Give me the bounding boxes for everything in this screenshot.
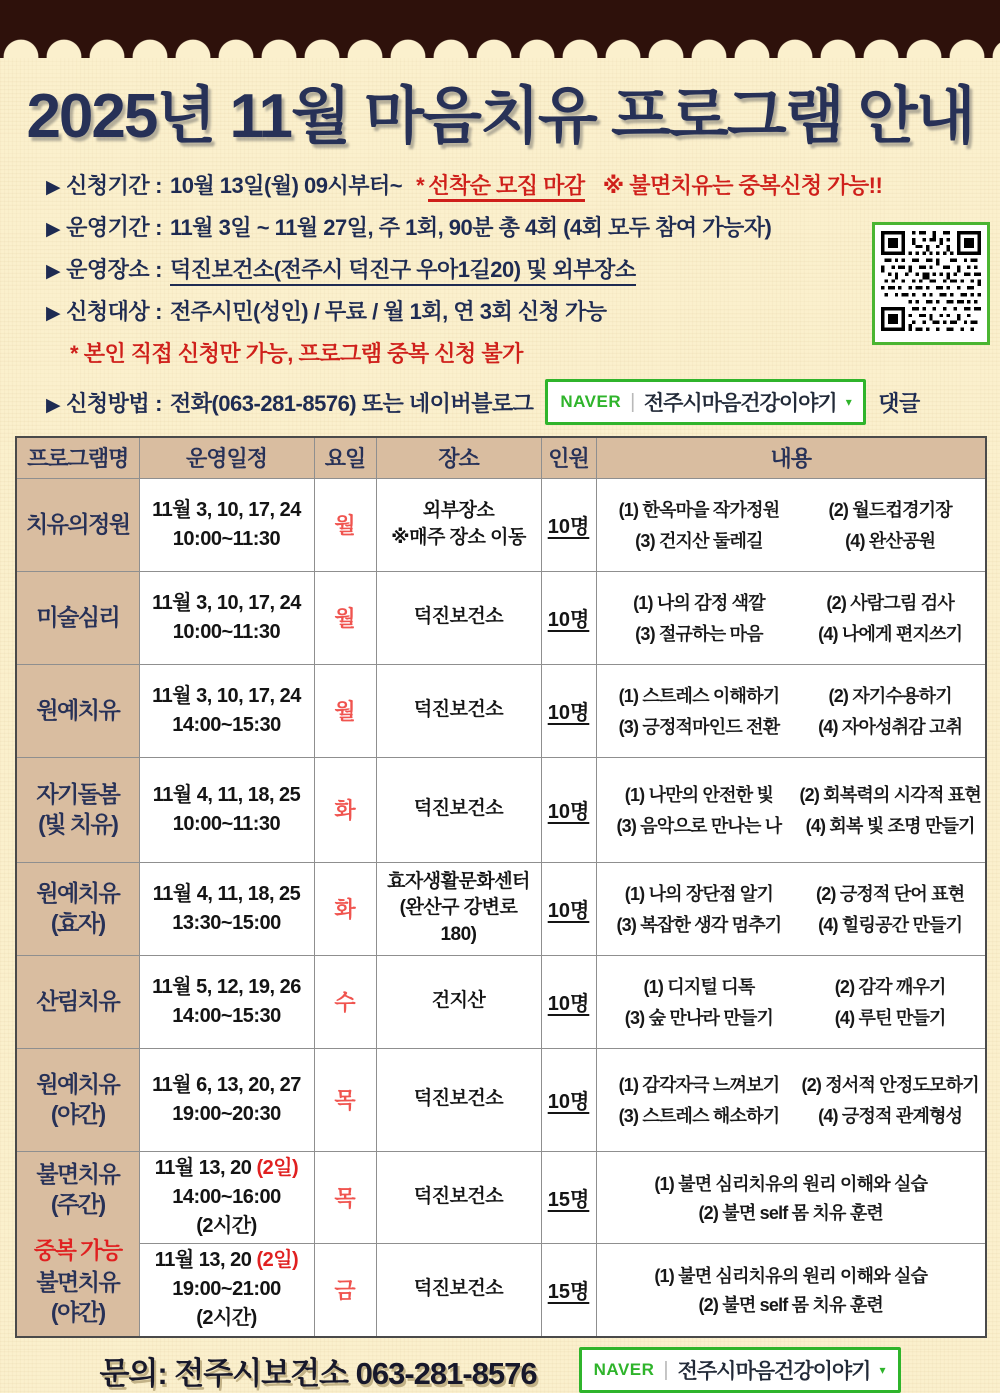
chevron-down-icon: ▾ bbox=[845, 395, 852, 409]
weekday: 화 bbox=[314, 757, 376, 862]
qr-code-image bbox=[881, 231, 981, 331]
blog-name: 전주시마음건강이야기 bbox=[643, 392, 837, 415]
program-name: 자기돌봄 (빛 치유) bbox=[16, 757, 139, 862]
program-name: 치유의정원 bbox=[16, 478, 139, 571]
triangle-bullet-icon: ▶ bbox=[46, 177, 61, 198]
place: 덕진보건소 bbox=[376, 1151, 541, 1243]
weekday: 월 bbox=[314, 664, 376, 757]
weekday: 목 bbox=[314, 1151, 376, 1243]
info-line-venue: ▶ 운영장소 : 덕진보건소(전주시 덕진구 우아1길20) 및 외부장소 bbox=[46, 253, 1000, 284]
capacity: 15명 bbox=[541, 1243, 596, 1337]
schedule: 11월 4, 11, 18, 25 10:00~11:30 bbox=[139, 757, 314, 862]
schedule: 11월 6, 13, 20, 27 19:00~20:30 bbox=[139, 1048, 314, 1151]
col-header-program: 프로그램명 bbox=[16, 437, 139, 478]
content: (1) 디지털 디톡 (2) 감각 깨우기 (3) 숲 만나라 만들기 (4) 루틴 만들기 bbox=[596, 955, 986, 1048]
table-row bbox=[16, 1243, 986, 1337]
weekday: 월 bbox=[314, 478, 376, 571]
info-line-apply-period: ▶ 신청기간 : 10월 13일(월) 09시부터~ * 선착순 모집 마감 ※ 불면치유는 중복신청 가능!! bbox=[46, 169, 1000, 200]
qr-code bbox=[872, 222, 990, 345]
content: (1) 나의 장단점 알기 (2) 긍정적 단어 표현 (3) 복잡한 생각 멈추기 (4) 힐링공간 만들기 bbox=[596, 862, 986, 955]
naver-logo: NAVER bbox=[560, 392, 622, 411]
program-name: 원예치유 (야간) bbox=[16, 1048, 139, 1151]
program-name-insomnia-merged: 불면치유 (주간) 중복 가능 불면치유 (야간) bbox=[16, 1151, 139, 1337]
content: (1) 불면 심리치유의 원리 이해와 실습 (2) 불면 self 몸 치유 훈련 bbox=[596, 1243, 986, 1337]
info-line-restriction bbox=[46, 337, 1000, 368]
info-value: 10월 13일(월) 09시부터~ bbox=[169, 173, 403, 198]
first-come-notice: 선착순 모집 마감 bbox=[428, 173, 585, 202]
table-row bbox=[16, 757, 986, 862]
info-label: 운영장소 bbox=[66, 257, 150, 282]
asterisk-mark: * bbox=[70, 341, 79, 366]
schedule: 11월 3, 10, 17, 24 14:00~15:30 bbox=[139, 664, 314, 757]
duplicate-allowed-notice: ※ 불면치유는 중복신청 가능!! bbox=[602, 173, 883, 198]
table-row bbox=[16, 1151, 986, 1243]
col-header-schedule: 운영일정 bbox=[139, 437, 314, 478]
table-row bbox=[16, 664, 986, 757]
table-row bbox=[16, 862, 986, 955]
weekday: 화 bbox=[314, 862, 376, 955]
contact-info: 문의: 전주시보건소 063-281-8576 bbox=[99, 1355, 537, 1391]
naver-blog-button-footer[interactable] bbox=[579, 1347, 901, 1393]
capacity: 10명 bbox=[541, 571, 596, 664]
capacity: 15명 bbox=[541, 1151, 596, 1243]
capacity: 10명 bbox=[541, 664, 596, 757]
capacity: 10명 bbox=[541, 862, 596, 955]
col-header-place: 장소 bbox=[376, 437, 541, 478]
place: 효자생활문화센터 (완산구 강변로 180) bbox=[376, 862, 541, 955]
triangle-bullet-icon: ▶ bbox=[46, 394, 61, 416]
duplicate-allowed-badge: 중복 가능 bbox=[33, 1236, 122, 1263]
info-label: 운영기간 bbox=[66, 215, 150, 240]
asterisk-mark: * bbox=[416, 173, 425, 198]
program-name: 원예치유 (효자) bbox=[16, 862, 139, 955]
triangle-bullet-icon: ▶ bbox=[46, 261, 61, 282]
info-section bbox=[0, 161, 1000, 425]
naver-blog-button[interactable] bbox=[545, 379, 866, 425]
content: (1) 나의 감정 색깔 (2) 사람그림 검사 (3) 절규하는 마음 (4) 나에게 편지쓰기 bbox=[596, 571, 986, 664]
program-name: 원예치유 bbox=[16, 664, 139, 757]
content: (1) 불면 심리치유의 원리 이해와 실습 (2) 불면 self 몸 치유 훈련 bbox=[596, 1151, 986, 1243]
place: 덕진보건소 bbox=[376, 664, 541, 757]
capacity: 10명 bbox=[541, 1048, 596, 1151]
info-line-eligibility: ▶ 신청대상 : 전주시민(성인) / 무료 / 월 1회, 연 3회 신청 가능 bbox=[46, 299, 607, 324]
page-title: 2025년 11월 마음치유 프로그램 안내 bbox=[26, 82, 974, 151]
info-value: 11월 3일 ~ 11월 27일, 주 1회, 90분 총 4회 (4회 모두 참여 가능자) bbox=[169, 215, 772, 240]
info-label: 신청대상 bbox=[66, 299, 150, 324]
content: (1) 감각자극 느껴보기 (2) 정서적 안정도모하기 (3) 스트레스 해소하기 (4) 긍정적 관계형성 bbox=[596, 1048, 986, 1151]
info-line-operation-period: ▶ 운영기간 : 11월 3일 ~ 11월 27일, 주 1회, 90분 총 4회 (4회 모두 참여 가능자) bbox=[46, 215, 772, 240]
blog-name: 전주시마음건강이야기 bbox=[677, 1360, 871, 1383]
place: 덕진보건소 bbox=[376, 571, 541, 664]
weekday: 금 bbox=[314, 1243, 376, 1337]
content: (1) 한옥마을 작가정원 (2) 월드컵경기장 (3) 건지산 둘레길 (4) 완산공원 bbox=[596, 478, 986, 571]
table-row bbox=[16, 571, 986, 664]
place: 외부장소 ※매주 장소 이동 bbox=[376, 478, 541, 571]
info-label: 신청기간 bbox=[66, 173, 150, 198]
scalloped-header-trim bbox=[0, 0, 1000, 58]
schedule: 11월 5, 12, 19, 26 14:00~15:30 bbox=[139, 955, 314, 1048]
place: 덕진보건소 bbox=[376, 757, 541, 862]
program-name: 미술심리 bbox=[16, 571, 139, 664]
schedule: 11월 13, 20 (2일) 14:00~16:00 (2시간) bbox=[139, 1151, 314, 1243]
program-name: 산림치유 bbox=[16, 955, 139, 1048]
content: (1) 나만의 안전한 빛 (2) 회복력의 시각적 표현 (3) 음악으로 만나는 나 (4) 회복 빛 조명 만들기 bbox=[596, 757, 986, 862]
col-header-content: 내용 bbox=[596, 437, 986, 478]
triangle-bullet-icon: ▶ bbox=[46, 219, 61, 240]
footer bbox=[0, 1347, 1000, 1393]
weekday: 목 bbox=[314, 1048, 376, 1151]
col-header-capacity: 인원 bbox=[541, 437, 596, 478]
table-row bbox=[16, 1048, 986, 1151]
naver-logo: NAVER bbox=[593, 1360, 655, 1379]
place: 덕진보건소 bbox=[376, 1243, 541, 1337]
info-value: 전주시민(성인) / 무료 / 월 1회, 연 3회 신청 가능 bbox=[169, 299, 607, 324]
table-header-row bbox=[16, 437, 986, 478]
table-row bbox=[16, 478, 986, 571]
content: (1) 스트레스 이해하기 (2) 자기수용하기 (3) 긍정적마인드 전환 (4) 자아성취감 고취 bbox=[596, 664, 986, 757]
table-row bbox=[16, 955, 986, 1048]
program-table bbox=[15, 436, 987, 1338]
info-label: 신청방법 bbox=[66, 390, 150, 416]
restriction-notice: 본인 직접 신청만 가능, 프로그램 중복 신청 불가 bbox=[83, 341, 523, 366]
divider: | bbox=[630, 390, 635, 413]
info-value: 전화(063-281-8576) 또는 네이버블로그 bbox=[169, 390, 534, 416]
place: 덕진보건소 bbox=[376, 1048, 541, 1151]
weekday: 수 bbox=[314, 955, 376, 1048]
place: 건지산 bbox=[376, 955, 541, 1048]
schedule: 11월 3, 10, 17, 24 10:00~11:30 bbox=[139, 571, 314, 664]
col-header-day: 요일 bbox=[314, 437, 376, 478]
info-line-apply-method: ▶ 신청방법 : 전화(063-281-8576) 또는 네이버블로그 NAVER | 전주시마음건강이야기 ▾ 댓글 bbox=[46, 379, 1000, 425]
weekday: 월 bbox=[314, 571, 376, 664]
venue-underlined: 덕진보건소(전주시 덕진구 우아1길20) 및 외부장소 bbox=[170, 257, 636, 286]
schedule: 11월 13, 20 (2일) 19:00~21:00 (2시간) bbox=[139, 1243, 314, 1337]
schedule: 11월 4, 11, 18, 25 13:30~15:00 bbox=[139, 862, 314, 955]
capacity: 10명 bbox=[541, 478, 596, 571]
schedule: 11월 3, 10, 17, 24 10:00~11:30 bbox=[139, 478, 314, 571]
capacity: 10명 bbox=[541, 955, 596, 1048]
capacity: 10명 bbox=[541, 757, 596, 862]
chevron-down-icon: ▾ bbox=[879, 1363, 886, 1377]
triangle-bullet-icon: ▶ bbox=[46, 303, 61, 324]
comment-label: 댓글 bbox=[878, 390, 920, 416]
divider: | bbox=[663, 1358, 669, 1381]
